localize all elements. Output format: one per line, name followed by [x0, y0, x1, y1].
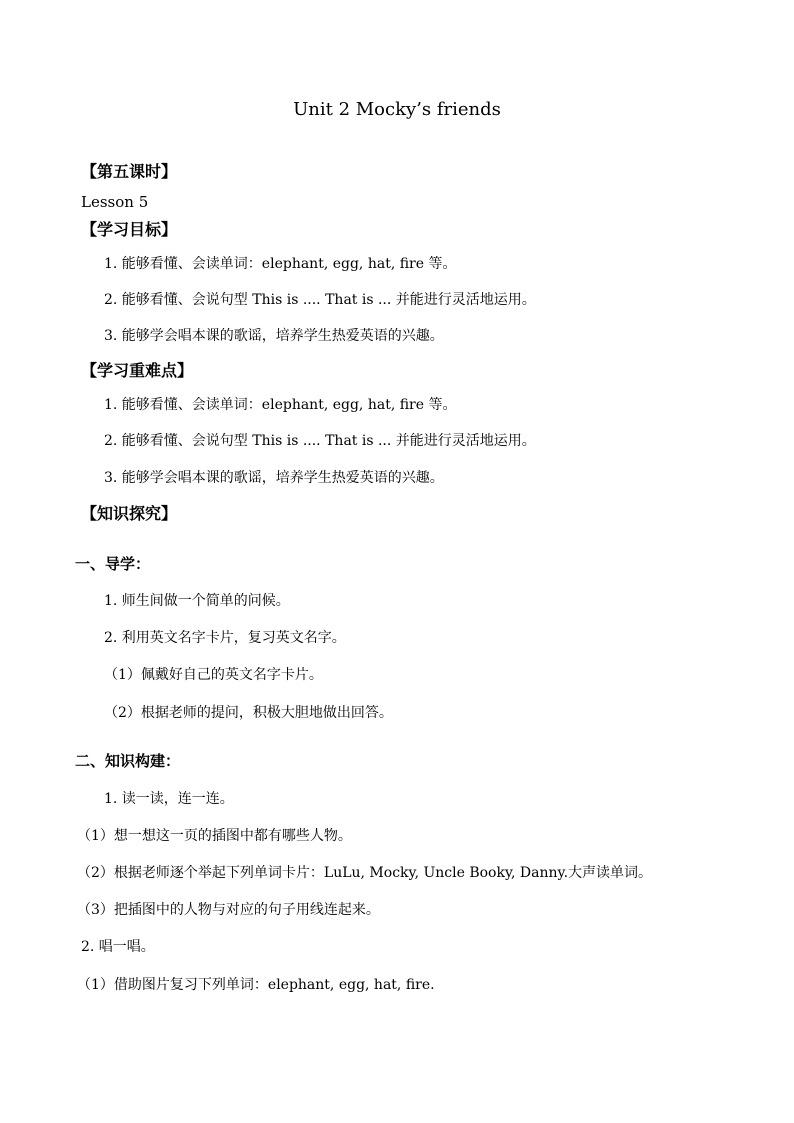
section2-item: （1）借助图片复习下列单词：elephant, egg, hat, fire. [77, 977, 435, 993]
section1-item: 1. 师生间做一个简单的问候。 [104, 593, 290, 609]
section2-item: （1）想一想这一页的插图中都有哪些人物。 [77, 828, 352, 844]
period-heading: 【第五课时】 [81, 162, 178, 181]
objective-item: 3. 能够学会唱本课的歌谣，培养学生热爱英语的兴趣。 [104, 328, 444, 344]
key-point-item: 1. 能够看懂、会读单词：elephant, egg, hat, fire 等。 [104, 397, 457, 413]
section2-item: （2）根据老师逐个举起下列单词卡片：LuLu, Mocky, Uncle Booky, Danny.大声读单词。 [77, 865, 653, 881]
key-points-heading: 【学习重难点】 [81, 361, 194, 380]
section1-item: （1）佩戴好自己的英文名字卡片。 [104, 667, 323, 683]
section2-item: （3）把插图中的人物与对应的句子用线连起来。 [77, 902, 380, 918]
section1-item: 2. 利用英文名字卡片，复习英文名字。 [104, 630, 346, 646]
key-point-item: 2. 能够看懂、会说句型 This is .... That is ... 并能进行灵活地运用。 [104, 433, 536, 449]
section1-heading: 一、导学： [75, 555, 151, 573]
lesson-label: Lesson 5 [81, 193, 149, 211]
objective-item: 2. 能够看懂、会说句型 This is .... That is ... 并能进行灵活地运用。 [104, 292, 536, 308]
section1-item: （2）根据老师的提问，积极大胆地做出回答。 [104, 705, 393, 721]
section2-item: 1. 读一读，连一连。 [104, 791, 234, 807]
objectives-heading: 【学习目标】 [81, 220, 178, 239]
key-point-item: 3. 能够学会唱本课的歌谣，培养学生热爱英语的兴趣。 [104, 470, 444, 486]
exploration-heading: 【知识探究】 [81, 504, 178, 523]
objective-item: 1. 能够看懂、会读单词：elephant, egg, hat, fire 等。 [104, 256, 457, 272]
document-title: Unit 2 Mocky’s friends [293, 99, 501, 120]
section2-heading: 二、知识构建： [75, 752, 181, 770]
section2-item: 2. 唱一唱。 [81, 939, 155, 955]
